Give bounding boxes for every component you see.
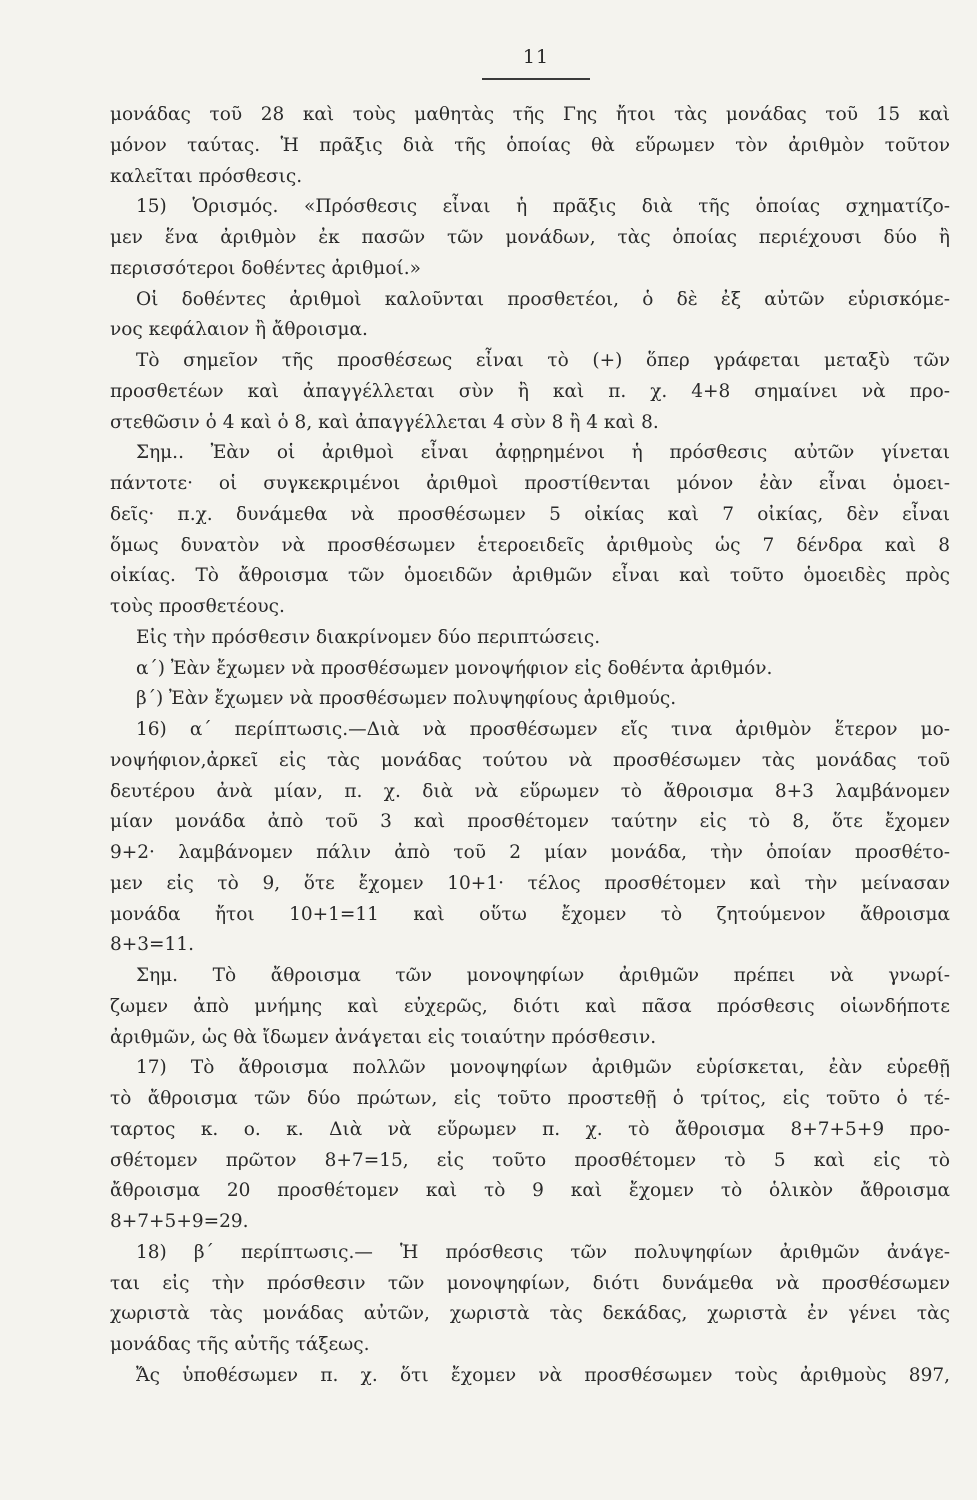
text-line: νοψήφιον,ἀρκεῖ εἰς τὰς μονάδας τούτου νὰ προσθέσωμεν τὰς μονάδας τοῦ [110,749,950,771]
text-line: μεν ἕνα ἀριθμὸν ἐκ πασῶν τῶν μονάδων, τὰς ὁποίας περιέχουσι δύο ἢ [110,227,950,248]
text-line: ὅμως δυνατὸν νὰ προσθέσωμεν ἑτεροειδεῖς ἀριθμοὺς ὡς 7 δένδρα καὶ 8 [110,534,950,556]
text-line: τοὺς προσθετέους. [110,596,285,617]
text-line: οἰκίας. Τὸ ἄθροισμα τῶν ὁμοειδῶν ἀριθμῶν εἶναι καὶ τοῦτο ὁμοειδὲς πρὸς [110,565,950,587]
text-line: στεθῶσιν ὁ 4 καὶ ὁ 8, καὶ ἀπαγγέλλεται 4 σὺν 8 ἢ 4 καὶ 8. [110,411,659,433]
text-line: ται εἰς τὴν πρόσθεσιν τῶν μονοψηφίων, διότι δυνάμεθα νὰ προσθέσωμεν [110,1272,950,1294]
text-line: Σημ.. Ἐὰν οἱ ἀριθμοὶ εἶναι ἀφῃρημένοι ἡ πρόσθεσις αὐτῶν γίνεται [136,442,950,464]
text-line: Οἱ δοθέντες ἀριθμοὶ καλοῦνται προσθετέοι, ὁ δὲ ἐξ αὐτῶν εὑρισκόμε- [136,288,950,310]
text-line: περισσότεροι δοθέντες ἀριθμοί.» [110,257,421,279]
text-line: Σημ. Τὸ ἄθροισμα τῶν μονοψηφίων ἀριθμῶν πρέπει νὰ γνωρί- [136,965,950,986]
text-line: δευτέρου ἀνὰ μίαν, π. χ. διὰ νὰ εὕρωμεν τὸ ἄθροισμα 8+3 λαμβάνομεν [110,780,950,802]
text-line: 15) Ὁρισμός. «Πρόσθεσις εἶναι ἡ πρᾶξις διὰ τῆς ὁποίας σχηματίζο- [136,196,950,218]
text-line: α΄) Ἐὰν ἔχωμεν νὰ προσθέσωμεν μονοψήφιον εἰς δοθέντα ἀριθμόν. [136,657,773,679]
text-line: 17) Τὸ ἄθροισμα πολλῶν μονοψηφίων ἀριθμῶν εὑρίσκεται, ἐὰν εὑρεθῇ [136,1057,950,1079]
text-line: νος κεφάλαιον ἢ ἄθροισμα. [110,319,368,341]
text-line: ταρτος κ. ο. κ. Διὰ νὰ εὕρωμεν π. χ. τὸ ἄθροισμα 8+7+5+9 προ- [110,1118,950,1140]
text-line: πάντοτε· οἱ συγκεκριμένοι ἀριθμοὶ προστίθενται μόνον ἐὰν εἶναι ὁμοει- [110,473,950,494]
text-line: ζωμεν ἀπὸ μνήμης καὶ εὐχερῶς, διότι καὶ πᾶσα πρόσθεσις οἱωνδήποτε [110,995,950,1017]
text-line: μεν εἰς τὸ 9, ὅτε ἔχομεν 10+1· τέλος προσθέτομεν καὶ τὴν μείνασαν [110,872,950,894]
text-line: Τὸ σημεῖον τῆς προσθέσεως εἶναι τὸ (+) ὅπερ γράφεται μεταξὺ τῶν [136,350,950,371]
text-line: Εἰς τὴν πρόσθεσιν διακρίνομεν δύο περιπτώσεις. [136,626,601,648]
text-line: σθέτομεν πρῶτον 8+7=15, εἰς τοῦτο προσθέτομεν τὸ 5 καὶ εἰς τὸ [110,1149,950,1171]
text-line: Ἄς ὑποθέσωμεν π. χ. ὅτι ἔχομεν νὰ προσθέσωμεν τοὺς ἀριθμοὺς 897, [136,1364,950,1386]
text-line: μονάδας τοῦ 28 καὶ τοὺς μαθητὰς τῆς Γης ἤτοι τὰς μονάδας τοῦ 15 καὶ [110,104,950,125]
page-number-rule [482,78,590,80]
text-line: μόνον ταύτας. Ἡ πρᾶξις διὰ τῆς ὁποίας θὰ εὕρωμεν τὸν ἀριθμὸν τοῦτον [110,134,950,156]
text-line: ἀριθμῶν, ὡς θὰ ἴδωμεν ἀνάγεται εἰς τοιαύτην πρόσθεσιν. [110,1026,657,1048]
text-line: 16) α΄ περίπτωσις.—Διὰ νὰ προσθέσωμεν εἴς τινα ἀριθμὸν ἕτερον μο- [136,719,950,740]
text-line: μονάδα ἤτοι 10+1=11 καὶ οὕτω ἔχομεν τὸ ζητούμενον ἄθροισμα [110,903,950,925]
text-line: 18) β΄ περίπτωσις.— Ἡ πρόσθεσις τῶν πολυψηφίων ἀριθμῶν ἀνάγε- [136,1241,950,1263]
body-text [110,100,950,1392]
text-line: τὸ ἄθροισμα τῶν δύο πρώτων, εἰς τοῦτο προστεθῇ ὁ τρίτος, εἰς τοῦτο ὁ τέ- [110,1088,950,1109]
text-line: 8+7+5+9=29. [110,1211,249,1232]
text-line: 9+2· λαμβάνομεν πάλιν ἀπὸ τοῦ 2 μίαν μονάδα, τὴν ὁποίαν προσθέτο- [110,842,950,863]
text-line: δεῖς· π.χ. δυνάμεθα νὰ προσθέσωμεν 5 οἰκίας καὶ 7 οἰκίας, δὲν εἶναι [110,503,950,525]
text-line: ἄθροισμα 20 προσθέτομεν καὶ τὸ 9 καὶ ἔχομεν τὸ ὁλικὸν ἄθροισμα [110,1180,950,1202]
text-line: β΄) Ἐὰν ἔχωμεν νὰ προσθέσωμεν πολυψηφίους ἀριθμούς. [136,688,677,710]
text-line: χωριστὰ τὰς μονάδας αὐτῶν, χωριστὰ τὰς δεκάδας, χωριστὰ ἐν γένει τὰς [110,1303,950,1325]
text-line: 8+3=11. [110,934,194,956]
text-line: μονάδας τῆς αὐτῆς τάξεως. [110,1334,370,1355]
text-line: καλεῖται πρόσθεσις. [110,165,303,187]
text-line: μίαν μονάδα ἀπὸ τοῦ 3 καὶ προσθέτομεν ταύτην εἰς τὸ 8, ὅτε ἔχομεν [110,811,950,833]
page-number: 11 [522,46,550,68]
text-line: προσθετέων καὶ ἀπαγγέλλεται σὺν ἢ καὶ π. χ. 4+8 σημαίνει νὰ προ- [110,380,950,402]
